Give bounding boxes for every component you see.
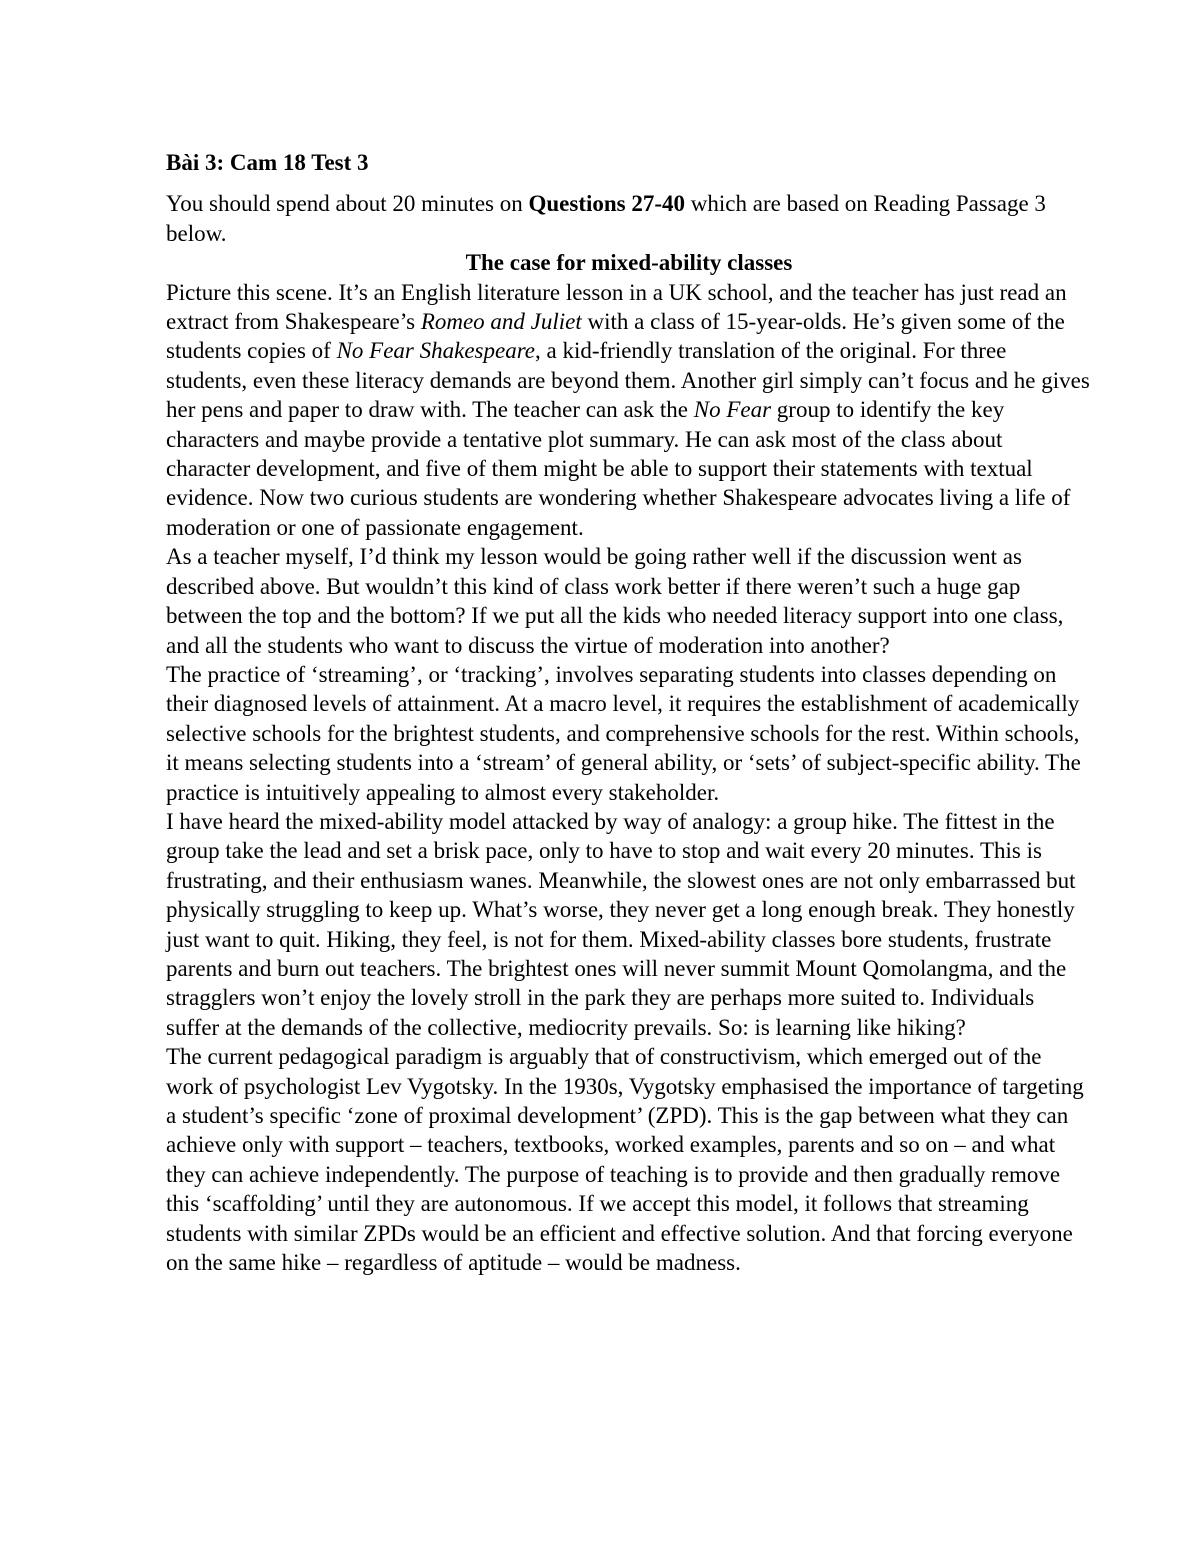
passage-title: The case for mixed-ability classes (465, 250, 793, 276)
exercise-heading: Bài 3: Cam 18 Test 3 (166, 150, 369, 175)
paragraph-3: The practice of ‘streaming’, or ‘tracking’, involves separating students into classes depending on their diagnosed levels of attainment. At a macro level, it requires the establishment of academically selective schools for the brightest students, and comprehensive schools for the rest. Within schools, it means selecting students into a ‘stream’ of general ability, or ‘sets’ of subject-specific ability. The practice is intuitively appealing to almost every stakeholder. (166, 661, 1081, 805)
title-no-fear-shakespeare: No Fear Shakespeare (336, 338, 535, 364)
paragraph-1-text-d: group to identify the key characters and maybe provide a tentative plot summary. He can ask most of the class about character development, and five of them might be able to support their statements with textual evidence. Now two curious students are wondering whether Shakespeare advocates living a life of moderation or one of passionate engagement. (166, 397, 1071, 540)
questions-range: Questions 27-40 (528, 191, 686, 217)
paragraph-1 (166, 278, 1092, 543)
paragraph-1-text-c: , a kid-friendly translation of the original. For three students, even these literacy demands are beyond them. Another girl simply can’t focus and he gives her pens and paper to draw with. The teacher can ask the (166, 338, 1090, 423)
instructions (166, 189, 1092, 248)
paragraph-2: As a teacher myself, I’d think my lesson would be going rather well if the discussion went as described above. But wouldn’t this kind of class work better if there weren’t such a huge gap between the top and the bottom? If we put all the kids who needed literacy support into one class, and all the students who want to discuss the virtue of moderation into another? (166, 544, 1064, 658)
instructions-text-start: You should spend about 20 minutes on (166, 191, 529, 217)
paragraph-5: The current pedagogical paradigm is arguably that of constructivism, which emerged out of the work of psychologist Lev Vygotsky. In the 1930s, Vygotsky emphasised the importance of targeting a student’s specific ‘zone of proximal development’ (ZPD). This is the gap between what they can achieve only with support – teachers, textbooks, worked examples, parents and so on – and what they can achieve independently. The purpose of teaching is to provide and then gradually remove this ‘scaffolding’ until they are autonomous. If we accept this model, it follows that streaming students with similar ZPDs would be an efficient and effective solution. And that forcing everyone on the same hike – regardless of aptitude – would be madness. (166, 1044, 1084, 1276)
paragraph-1-text-b: with a class of 15-year-olds. He’s given some of the students copies of (166, 309, 1065, 364)
title-no-fear: No Fear (693, 397, 772, 423)
title-romeo-and-juliet: Romeo and Juliet (420, 309, 582, 335)
document-page (166, 148, 1092, 1277)
paragraph-1-text-a: Picture this scene. It’s an English literature lesson in a UK school, and the teacher has just read an extract from Shakespeare’s (166, 279, 1067, 335)
paragraph-4: I have heard the mixed-ability model attacked by way of analogy: a group hike. The fittest in the group take the lead and set a brisk pace, only to have to stop and wait every 20 minutes. This is frustrating, and their enthusiasm wanes. Meanwhile, the slowest ones are not only embarrassed but physically struggling to keep up. What’s worse, they never get a long enough break. They honestly just want to quit. Hiking, they feel, is not for them. Mixed-ability classes bore students, frustrate parents and burn out teachers. The brightest ones will never summit Mount Qomolangma, and the stragglers won’t enjoy the lovely stroll in the park they are perhaps more suited to. Individuals suffer at the demands of the collective, mediocrity prevails. So: is learning like hiking? (166, 808, 1076, 1040)
instructions-text-end: which are based on Reading Passage 3 below. (166, 191, 1046, 246)
